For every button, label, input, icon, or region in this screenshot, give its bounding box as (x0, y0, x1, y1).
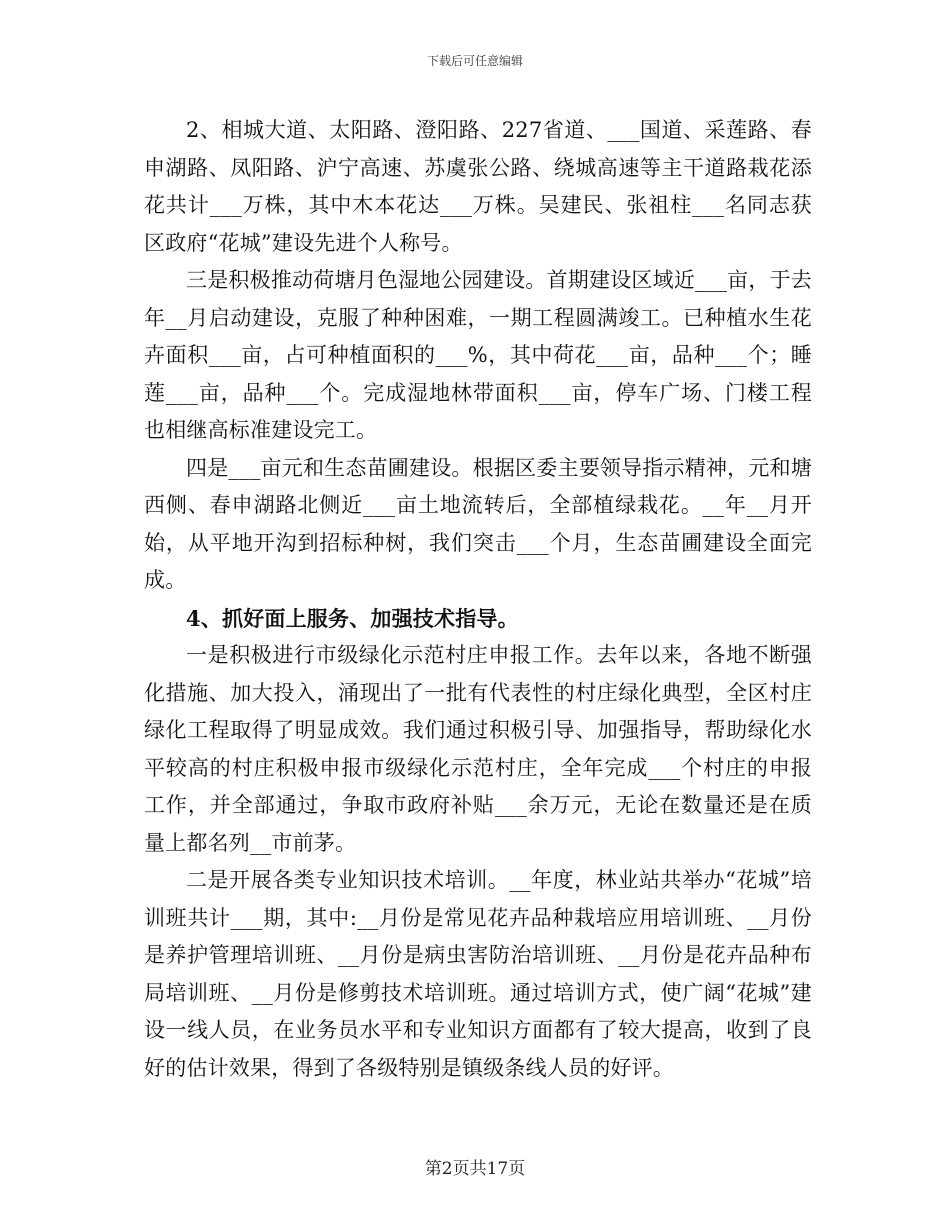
paragraph-roads: 2、相城大道、太阳路、澄阳路、227省道、___国道、采莲路、春申湖路、凤阳路、沪宁高速、苏虞张公路、绕城高速等主干道路栽花添花共计___万株，其中木本花达___万株。吴建民、张祖柱___名同志获区政府“花城”建设先进个人称号。 (144, 118, 812, 255)
paragraph-nursery: 四是___亩元和生态苗圃建设。根据区委主要领导指示精神，元和塘西侧、春申湖路北侧近___亩土地流转后，全部植绿栽花。__年__月开始，从平地开沟到招标种树，我们突击___个月，生态苗圃建设全面完成。 (144, 455, 812, 592)
paragraph-demo-villages: 一是积极进行市级绿化示范村庄申报工作。去年以来，各地不断强化措施、加大投入，涌现出了一批有代表性的村庄绿化典型，全区村庄绿化工程取得了明显成效。我们通过积极引导、加强指导，帮助绿化水平较高的村庄积极申报市级绿化示范村庄，全年完成___个村庄的申报工作，并全部通过，争取市政府补贴___余万元，无论在数量还是在质量上都名列__市前茅。 (144, 643, 812, 855)
document-body (144, 112, 812, 1087)
paragraph-training: 二是开展各类专业知识技术培训。__年度，林业站共举办“花城”培训班共计___期，其中:__月份是常见花卉品种栽培应用培训班、__月份是养护管理培训班、__月份是病虫害防治培训班、__月份是花卉品种布局培训班、__月份是修剪技术培训班。通过培训方式，使广阔“花城”建设一线人员，在业务员水平和专业知识方面都有了较大提高，收到了良好的估计效果，得到了各级特别是镇级条线人员的好评。 (144, 868, 812, 1080)
page-header-note: 下载后可任意编辑 (426, 54, 523, 68)
page-number: 第2页共17页 (424, 1159, 526, 1179)
section-heading: 4、抓好面上服务、加强技术指导。 (186, 605, 519, 631)
paragraph-wetland-park: 三是积极推动荷塘月色湿地公园建设。首期建设区域近___亩，于去年__月启动建设，克服了种种困难，一期工程圆满竣工。已种植水生花卉面积___亩，占可种植面积的___%，其中荷花___亩，品种___个；睡莲___亩，品种___个。完成湿地林带面积___亩，停车广场、门楼工程也相继高标准建设完工。 (144, 268, 812, 442)
